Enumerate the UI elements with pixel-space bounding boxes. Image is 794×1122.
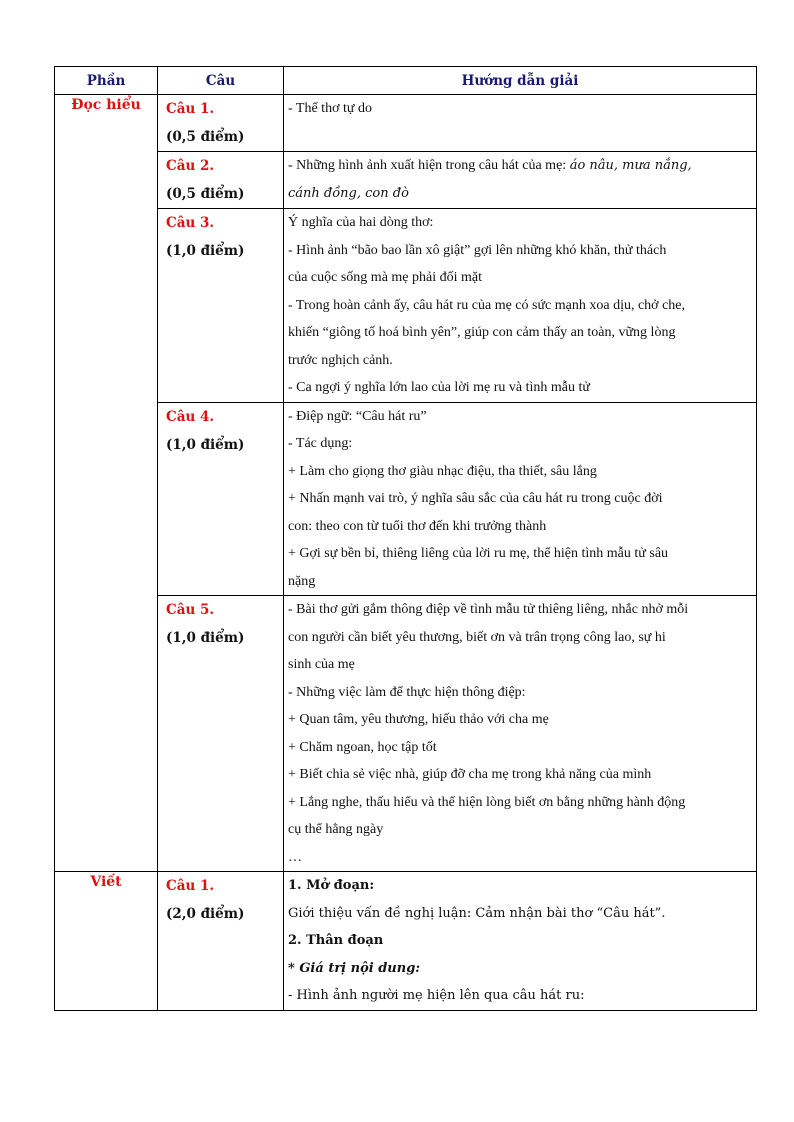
answer-line: Ý nghĩa của hai dòng thơ: xyxy=(288,215,434,230)
question-label: Câu 3. xyxy=(166,215,215,231)
table-row xyxy=(55,872,757,1011)
answer-line: - Hình ảnh người mẹ hiện lên qua câu hát ru: xyxy=(288,988,585,1003)
answer-line: … xyxy=(288,849,302,865)
answer-line: + Lắng nghe, thấu hiểu và thể hiện lòng biết ơn bằng những hành động xyxy=(288,794,686,810)
answer-table xyxy=(54,66,757,1011)
answer-line: + Quan tâm, yêu thương, hiếu thảo với cha mẹ xyxy=(288,712,549,727)
question-label: Câu 4. xyxy=(166,408,215,425)
answer-line: - Ca ngợi ý nghĩa lớn lao của lời mẹ ru và tình mẫu tử xyxy=(288,380,590,395)
answer-cell xyxy=(284,872,757,1011)
answer-line: - Bài thơ gửi gắm thông điệp về tình mẫu tử thiêng liêng, nhắc nhở mỗi xyxy=(288,602,689,617)
answer-cell xyxy=(284,152,757,209)
answer-line: trước nghịch cảnh. xyxy=(288,352,393,368)
question-label: Câu 1. xyxy=(166,101,215,117)
question-cell xyxy=(158,872,284,1011)
header-phan: Phần xyxy=(55,67,158,95)
section-doc-hieu: Đọc hiểu xyxy=(55,95,158,872)
table-row xyxy=(55,402,757,596)
question-label: Câu 1. xyxy=(166,878,215,894)
answer-line: - Hình ảnh “bão bao lần xô giật” gợi lên những khó khăn, thử thách xyxy=(288,242,667,258)
header-huong-dan: Hướng dẫn giải xyxy=(284,67,757,95)
answer-line: con: theo con từ tuổi thơ đến khi trưởng thành xyxy=(288,518,547,534)
table-row xyxy=(55,209,757,403)
question-cell xyxy=(158,152,284,209)
answer-line: + Nhấn mạnh vai trò, ý nghĩa sâu sắc của câu hát ru trong cuộc đời xyxy=(288,491,663,506)
answer-line: - Điệp ngữ: “Câu hát ru” xyxy=(288,408,427,424)
question-score: (0,5 điểm) xyxy=(166,129,245,145)
question-score: (1,0 điểm) xyxy=(166,436,245,453)
question-cell xyxy=(158,209,284,403)
answer-line: sinh của mẹ xyxy=(288,657,355,672)
question-cell xyxy=(158,95,284,152)
question-score: (1,0 điểm) xyxy=(166,630,245,646)
sub-heading: * Giá trị nội dung: xyxy=(288,960,421,976)
answer-line: Giới thiệu vấn đề nghị luận: Cảm nhận bài thơ “Câu hát”. xyxy=(288,905,666,921)
question-score: (0,5 điểm) xyxy=(166,186,245,202)
answer-line: + Gợi sự bền bỉ, thiêng liêng của lời ru mẹ, thể hiện tình mẫu tử sâu xyxy=(288,546,669,561)
answer-italic-line: cánh đồng, con đò xyxy=(288,185,409,201)
question-score: (2,0 điểm) xyxy=(166,906,245,922)
answer-line: cụ thể hằng ngày xyxy=(288,822,384,837)
section-heading: 2. Thân đoạn xyxy=(288,933,384,948)
table-row xyxy=(55,95,757,152)
answer-line: con người cần biết yêu thương, biết ơn và trân trọng công lao, sự hi xyxy=(288,629,666,645)
header-cau: Câu xyxy=(158,67,284,95)
answer-line: - Tác dụng: xyxy=(288,436,353,451)
table-row xyxy=(55,596,757,872)
table-row xyxy=(55,152,757,209)
answer-line: - Thể thơ tự do xyxy=(288,101,372,116)
answer-text: - Những hình ảnh xuất hiện trong câu hát của mẹ: xyxy=(288,158,570,173)
answer-cell xyxy=(284,95,757,152)
answer-cell xyxy=(284,402,757,596)
answer-line: nặng xyxy=(288,573,316,589)
answer-line xyxy=(288,152,752,180)
question-score: (1,0 điểm) xyxy=(166,243,245,259)
section-heading: 1. Mở đoạn: xyxy=(288,878,375,893)
answer-line: - Trong hoàn cảnh ấy, câu hát ru của mẹ có sức mạnh xoa dịu, chở che, xyxy=(288,297,686,313)
answer-line: - Những việc làm để thực hiện thông điệp: xyxy=(288,684,526,700)
question-cell xyxy=(158,402,284,596)
answer-italic-text: áo nâu, mưa nắng, xyxy=(569,158,692,173)
question-label: Câu 2. xyxy=(166,158,215,174)
header-row xyxy=(55,67,757,95)
question-cell xyxy=(158,596,284,872)
answer-line: + Làm cho giọng thơ giàu nhạc điệu, tha thiết, sâu lắng xyxy=(288,463,597,479)
answer-line: + Biết chia sẻ việc nhà, giúp đỡ cha mẹ trong khả năng của mình xyxy=(288,767,652,782)
answer-line: của cuộc sống mà mẹ phải đối mặt xyxy=(288,270,482,285)
question-label: Câu 5. xyxy=(166,602,215,618)
section-viet: Viết xyxy=(55,872,158,1011)
answer-cell xyxy=(284,209,757,403)
answer-line: + Chăm ngoan, học tập tốt xyxy=(288,739,437,755)
answer-cell xyxy=(284,596,757,872)
answer-line: khiến “giông tố hoá bình yên”, giúp con cảm thấy an toàn, vững lòng xyxy=(288,325,676,340)
